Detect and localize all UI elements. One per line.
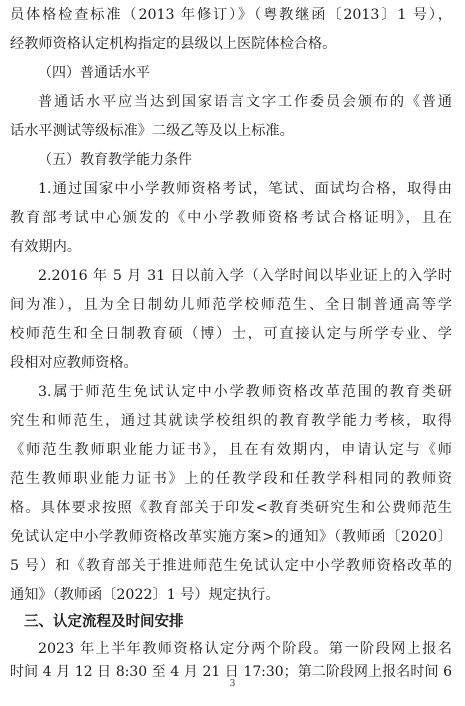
text-line: 有效期内。 <box>10 239 81 255</box>
text-line: 话水平测试等级标准》二级乙等及以上标准。 <box>10 123 294 139</box>
text-line: 5 号）和《教育部关于推进师范生免试认定中小学教师资格改革的 <box>10 558 452 574</box>
section-heading: 三、认定流程及时间安排 <box>24 614 184 630</box>
text-line: 时间 4 月 12 日 8:30 至 4 月 21 日 17:30；第二阶段网上报名时间 6 <box>10 664 452 680</box>
text-line: 范生教师职业能力证书》上的任教学段和任教学科相同的教师资 <box>10 471 452 487</box>
section-subheading: （四）普通话水平 <box>38 65 150 81</box>
section-subheading: （五）教育教学能力条件 <box>38 152 192 168</box>
text-line: 经教师资格认定机构指定的县级以上医院体检合格。 <box>10 36 337 52</box>
text-line: 格。具体要求按照《教育部关于印发<教育类研究生和公费师范生 <box>10 500 452 516</box>
text-line: 员体格检查标准（2013 年修订）》（粤教继函〔2013〕1 号）， <box>10 7 452 23</box>
text-line: 教育部考试中心颁发的《中小学教师资格考试合格证明》，且在 <box>10 210 452 226</box>
text-line: 间为准），且为全日制幼儿师范学校师范生、全日制普通高等学 <box>10 297 452 313</box>
text-line: 2.2016 年 5 月 31 日以前入学（入学时间以毕业证上的入学时 <box>38 268 452 284</box>
text-line: 究生和师范生，通过其就读学校组织的教育教学能力考核，取得 <box>10 413 452 429</box>
text-line: 2023 年上半年教师资格认定分两个阶段。第一阶段网上报名 <box>38 641 452 657</box>
text-line: 3.属于师范生免试认定中小学教师资格改革范围的教育类研 <box>38 384 452 400</box>
text-line: 免试认定中小学教师资格改革实施方案>的通知》（教师函〔2020〕 <box>10 529 452 545</box>
page-number: 3 <box>229 679 236 689</box>
text-line: 《师范生教师职业能力证书》，且在有效期内，申请认定与《师 <box>10 442 452 458</box>
text-line: 通知》（教师函〔2022〕1 号）规定执行。 <box>10 587 280 603</box>
text-line: 段相对应教师资格。 <box>10 355 138 371</box>
text-line: 1.通过国家中小学教师资格考试，笔试、面试均合格，取得由 <box>38 181 452 197</box>
text-line: 校师范生和全日制教育硕（博）士，可直接认定与所学专业、学 <box>10 326 452 342</box>
text-line: 普通话水平应当达到国家语言文字工作委员会颁布的《普通 <box>38 94 452 110</box>
